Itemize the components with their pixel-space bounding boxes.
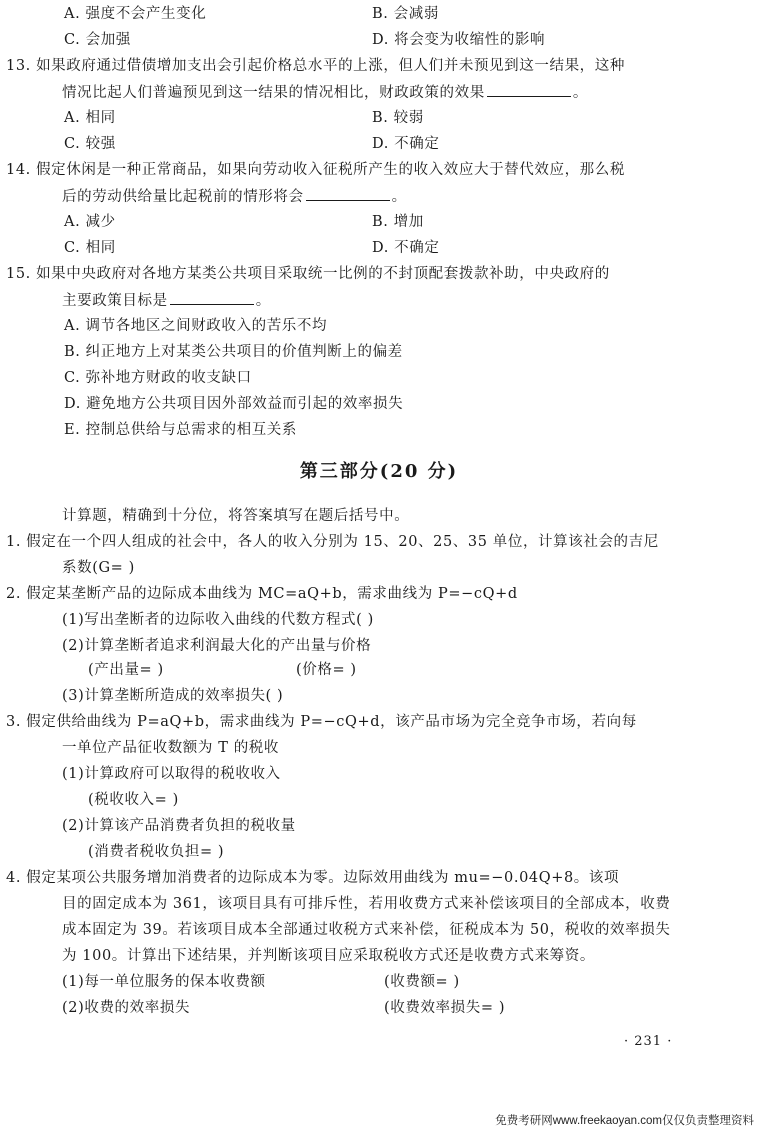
c2-sub2: (2)计算垄断者追求利润最大化的产出量与价格 [62, 638, 372, 654]
q15-line1: 15. 如果中央政府对各地方某类公共项目采取统一比例的不封顶配套拨款补助，中央政府的 [6, 266, 610, 282]
q13-line1: 13. 如果政府通过借债增加支出会引起价格总水平的上涨，但人们并未预见到这一结果，这种 [6, 58, 625, 74]
c2-sub3: (3)计算垄断所造成的效率损失( ) [62, 688, 284, 704]
q14-option-c: C. 相同 [64, 240, 116, 256]
c4-line2: 目的固定成本为 361，该项目具有可排斥性，若用收费方式来补偿该项目的全部成本，收费 [62, 896, 671, 912]
page-number: · 231 · [624, 1034, 673, 1049]
c4-sub2: (2)收费的效率损失 [62, 1000, 191, 1016]
c1-line1: 1. 假定在一个四人组成的社会中，各人的收入分别为 15、20、25、35 单位，计算该社会的吉尼 [6, 534, 659, 550]
c4-fee-blank: (收费额= ) [384, 974, 460, 990]
c2-price-blank: (价格= ) [296, 662, 357, 678]
q13-line2: 情况比起人们普遍预见到这一结果的情况相比，财政政策的效果 。 [62, 82, 588, 103]
answer-blank [487, 82, 571, 97]
q15-option-b: B. 纠正地方上对某类公共项目的价值判断上的偏差 [64, 344, 403, 360]
q15-option-e: E. 控制总供给与总需求的相互关系 [64, 422, 298, 438]
c1-line2: 系数(G= ) [62, 560, 135, 576]
c2-output-blank: (产出量= ) [88, 662, 164, 678]
q14-option-d: D. 不确定 [372, 240, 440, 256]
option-d: D. 将会变为收缩性的影响 [372, 32, 546, 48]
q14-line1: 14. 假定休闲是一种正常商品，如果向劳动收入征税所产生的收入效应大于替代效应，那么税 [6, 162, 625, 178]
c4-efficiency-loss-blank: (收费效率损失= ) [384, 1000, 506, 1016]
c3-line2: 一单位产品征收数额为 T 的税收 [62, 740, 279, 756]
c4-sub1: (1)每一单位服务的保本收费额 [62, 974, 266, 990]
q13-option-a: A. 相同 [64, 110, 116, 126]
option-a: A. 强度不会产生变化 [64, 6, 207, 22]
q15-option-c: C. 弥补地方财政的收支缺口 [64, 370, 252, 386]
q15-option-a: A. 调节各地区之间财政收入的苦乐不均 [64, 318, 328, 334]
c3-consumer-burden-blank: (消费者税收负担= ) [88, 844, 225, 860]
c4-line4: 为 100。计算出下述结果，并判断该项目应采取税收方式还是收费方式来筹资。 [62, 948, 595, 964]
c3-sub2: (2)计算该产品消费者负担的税收量 [62, 818, 296, 834]
c3-sub1: (1)计算政府可以取得的税收收入 [62, 766, 281, 782]
option-b: B. 会减弱 [372, 6, 439, 22]
answer-blank [170, 290, 254, 305]
q14-option-a: A. 减少 [64, 214, 116, 230]
c2-line1: 2. 假定某垄断产品的边际成本曲线为 MC=aQ+b，需求曲线为 P=−cQ+d [6, 586, 518, 602]
q14-option-b: B. 增加 [372, 214, 424, 230]
answer-blank [306, 186, 390, 201]
q13-option-b: B. 较弱 [372, 110, 424, 126]
q13-option-d: D. 不确定 [372, 136, 440, 152]
section-instruction: 计算题，精确到十分位，将答案填写在题后括号中。 [62, 508, 410, 524]
c4-line3: 成本固定为 39。若该项目成本全部通过收税方式来补偿，征税成本为 50，税收的效率损失 [62, 922, 671, 938]
c2-sub1: (1)写出垄断者的边际收入曲线的代数方程式( ) [62, 612, 374, 628]
c3-line1: 3. 假定供给曲线为 P=aQ+b，需求曲线为 P=−cQ+d，该产品市场为完全竞争市场，若向每 [6, 714, 637, 730]
q15-line2: 主要政策目标是 。 [62, 290, 271, 311]
option-c: C. 会加强 [64, 32, 131, 48]
q15-option-d: D. 避免地方公共项目因外部效益而引起的效率损失 [64, 396, 404, 412]
q13-option-c: C. 较强 [64, 136, 116, 152]
section-title: 第三部分(20 分) [299, 461, 459, 482]
footer-source-text: 免费考研网www.freekaoyan.com仅仅负责整理资料 [495, 1115, 754, 1127]
c3-tax-revenue-blank: (税收收入= ) [88, 792, 179, 808]
c4-line1: 4. 假定某项公共服务增加消费者的边际成本为零。边际效用曲线为 mu=−0.04Q+8。该项 [6, 870, 620, 886]
q14-line2: 后的劳动供给量比起税前的情形将会 。 [62, 186, 407, 207]
